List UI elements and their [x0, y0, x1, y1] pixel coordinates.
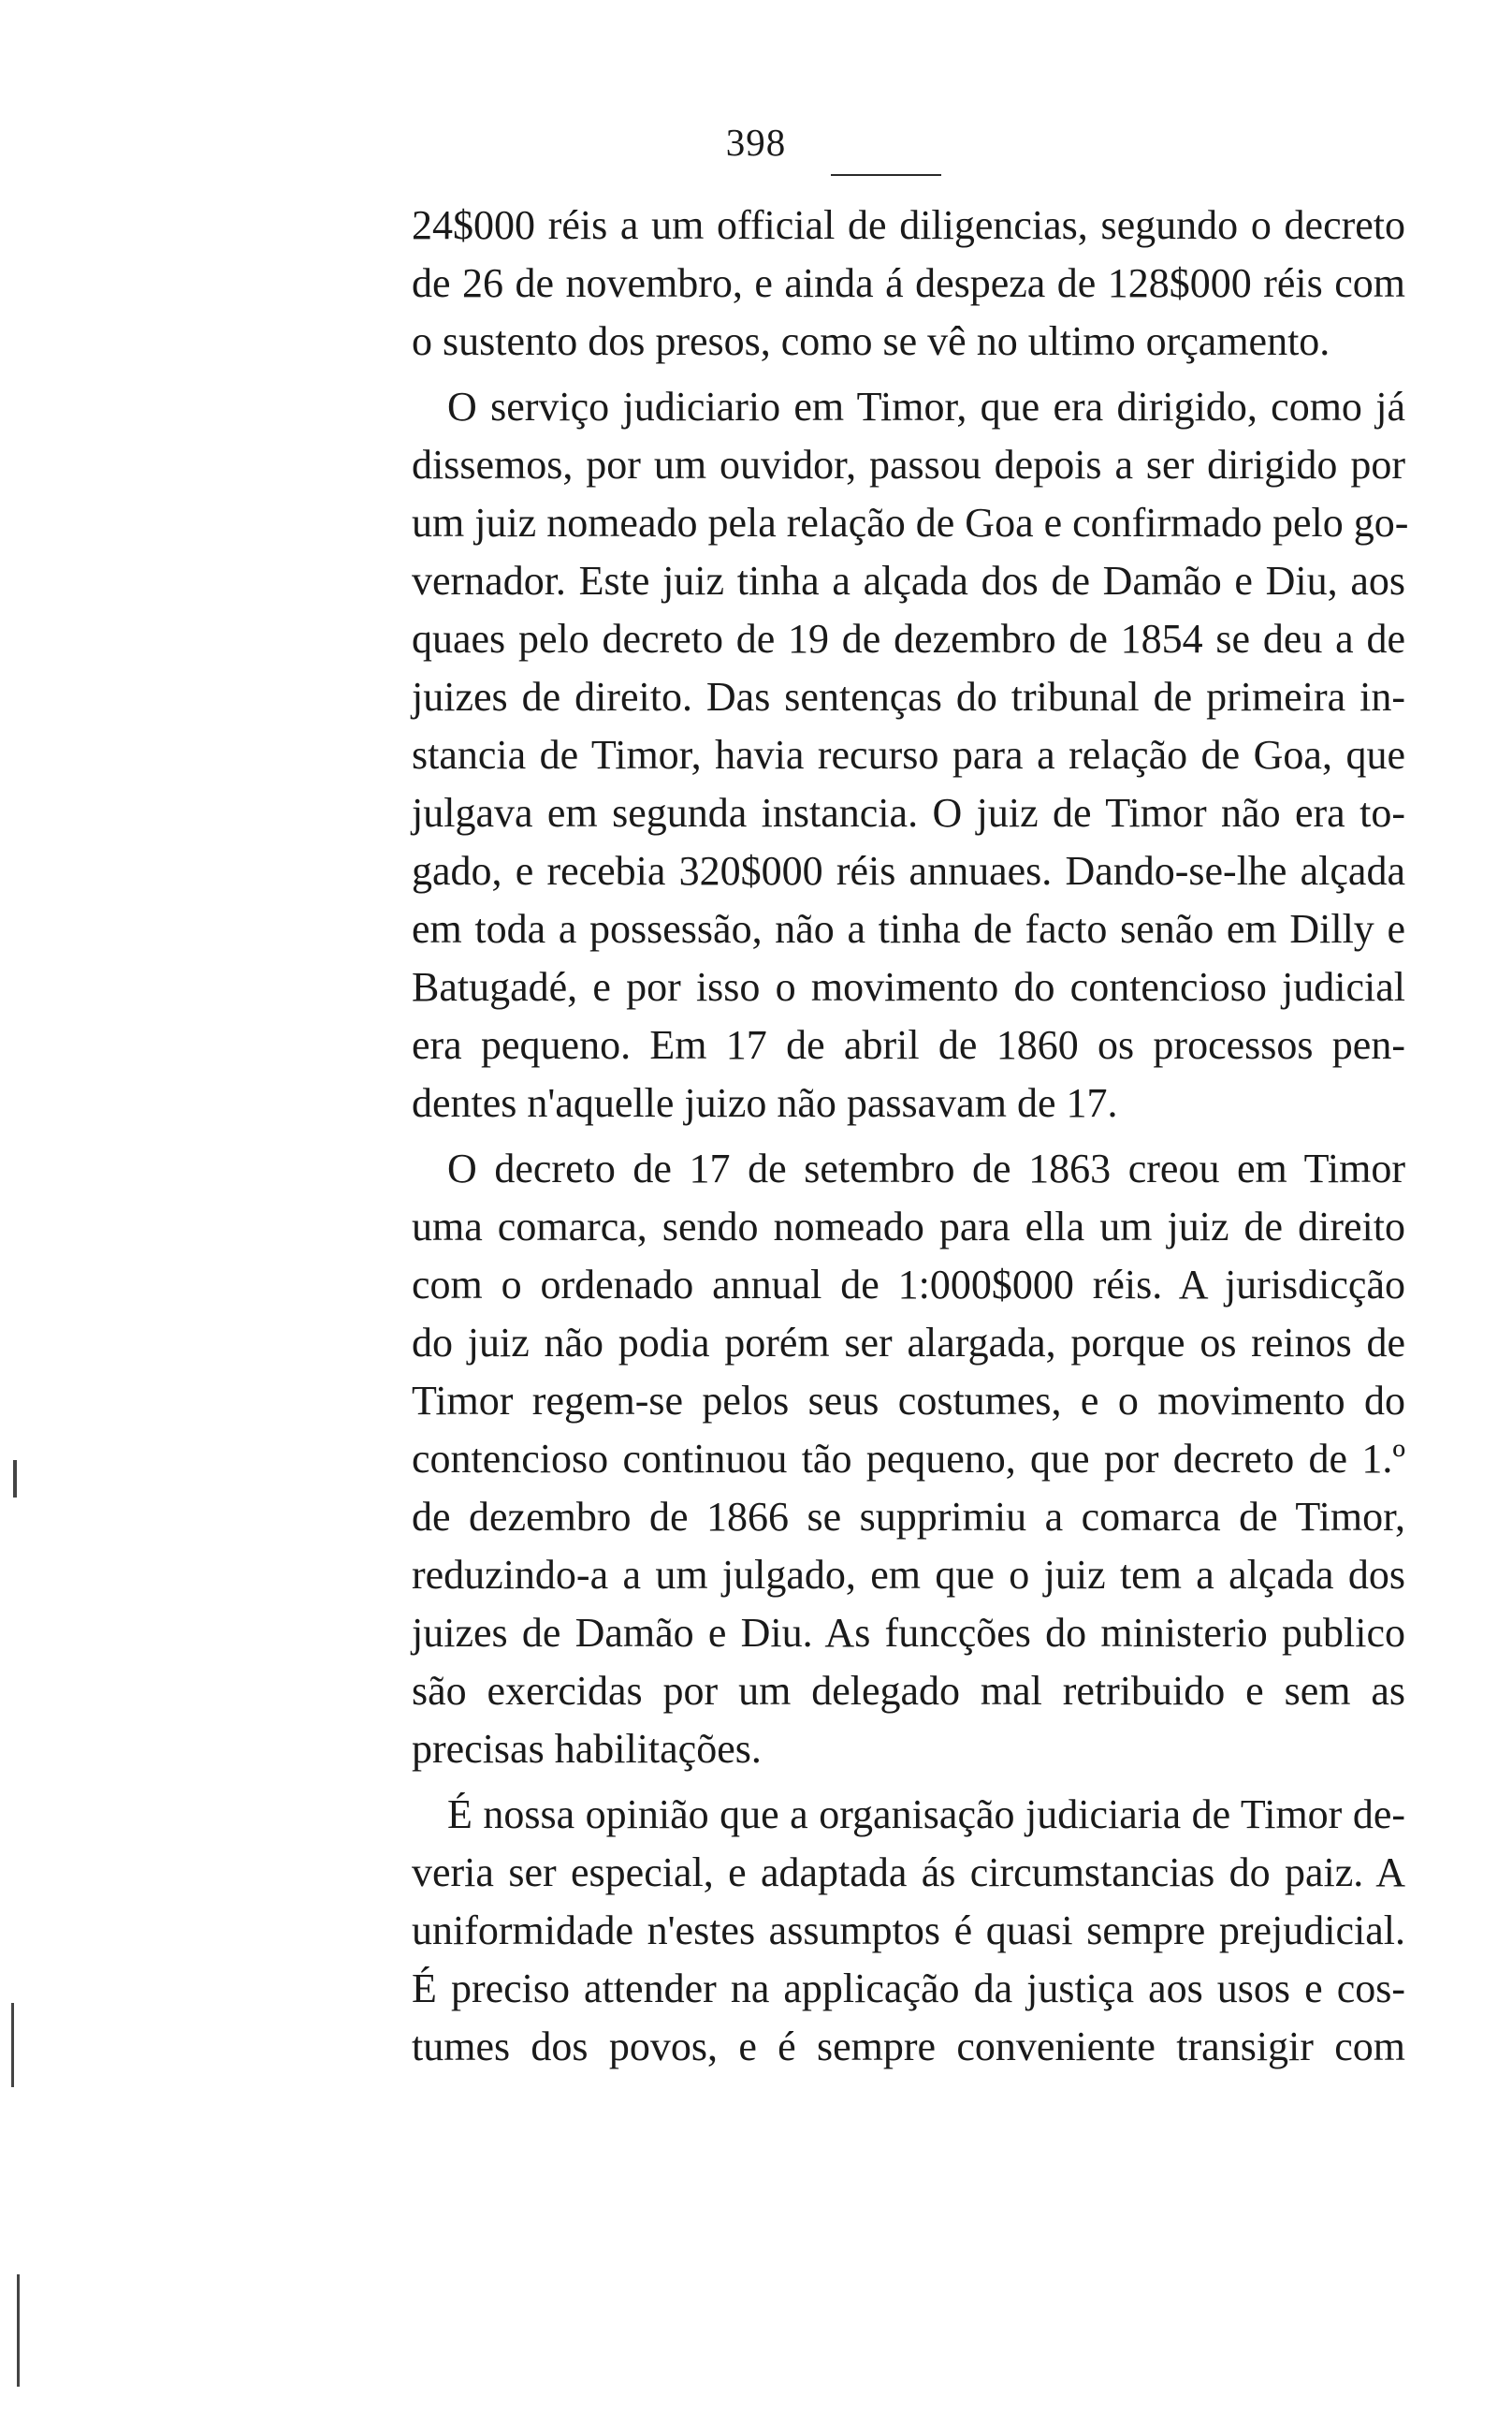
text-line: precisas habilitações.: [412, 1726, 762, 1772]
text-line: reduzindo-a a um julgado, em que o juiz tem a alçada dos: [412, 1552, 1405, 1598]
scan-mark: [13, 1460, 17, 1498]
page-number: 398: [725, 121, 787, 164]
text-line: contencioso continuou tão pequeno, que por decreto de 1.º: [412, 1436, 1405, 1482]
text-line: stancia de Timor, havia recurso para a relação de Goa, que: [412, 732, 1405, 778]
text-line: veria ser especial, e adaptada ás circumstancias do paiz. A: [412, 1849, 1405, 1895]
text-line: 24$000 réis a um official de diligencias, segundo o decreto: [412, 202, 1405, 248]
text-line: dissemos, por um ouvidor, passou depois a ser dirigido por: [412, 442, 1405, 488]
text-line: Timor regem-se pelos seus costumes, e o movimento do: [412, 1378, 1405, 1424]
text-line: vernador. Este juiz tinha a alçada dos de Damão e Diu, aos: [412, 558, 1405, 604]
text-line: quaes pelo decreto de 19 de dezembro de 1854 se deu a de: [412, 616, 1405, 662]
text-line: O serviço judiciario em Timor, que era dirigido, como já: [447, 384, 1405, 430]
text-line: em toda a possessão, não a tinha de facto senão em Dilly e: [412, 906, 1405, 952]
text-line: É nossa opinião que a organisação judiciaria de Timor de-: [447, 1791, 1405, 1837]
text-line: tumes dos povos, e é sempre conveniente transigir com: [412, 2024, 1405, 2069]
text-line: juizes de direito. Das sentenças do tribunal de primeira in-: [412, 674, 1405, 720]
text-line: Batugadé, e por isso o movimento do contencioso judicial: [412, 964, 1405, 1010]
text-line: um juiz nomeado pela relação de Goa e confirmado pelo go-: [412, 500, 1409, 546]
text-line: gado, e recebia 320$000 réis annuaes. Dando-se-lhe alçada: [412, 848, 1405, 894]
text-line: É preciso attender na applicação da justiça aos usos e cos-: [412, 1965, 1405, 2011]
body-text: [412, 197, 1409, 2076]
text-line: julgava em segunda instancia. O juiz de Timor não era to-: [412, 790, 1405, 836]
text-line: dentes n'aquelle juizo não passavam de 17.: [412, 1080, 1118, 1126]
page-number-rule: [831, 174, 941, 176]
text-line: com o ordenado annual de 1:000$000 réis. A jurisdicção: [412, 1262, 1405, 1308]
text-line: uma comarca, sendo nomeado para ella um juiz de direito: [412, 1204, 1405, 1249]
text-line: O decreto de 17 de setembro de 1863 creou em Timor: [447, 1146, 1405, 1191]
scan-mark: [17, 2274, 20, 2387]
text-line: do juiz não podia porém ser alargada, porque os reinos de: [412, 1320, 1405, 1366]
text-line: o sustento dos presos, como se vê no ultimo orçamento.: [412, 318, 1330, 364]
text-line: juizes de Damão e Diu. As funcções do ministerio publico: [412, 1610, 1405, 1656]
text-line: era pequeno. Em 17 de abril de 1860 os processos pen-: [412, 1022, 1405, 1068]
text-line: são exercidas por um delegado mal retribuido e sem as: [412, 1668, 1405, 1714]
scan-mark: [11, 2003, 14, 2087]
text-line: uniformidade n'estes assumptos é quasi sempre prejudicial.: [412, 1907, 1405, 1953]
text-line: de dezembro de 1866 se supprimiu a comarca de Timor,: [412, 1494, 1405, 1540]
text-line: de 26 de novembro, e ainda á despeza de 128$000 réis com: [412, 260, 1405, 306]
